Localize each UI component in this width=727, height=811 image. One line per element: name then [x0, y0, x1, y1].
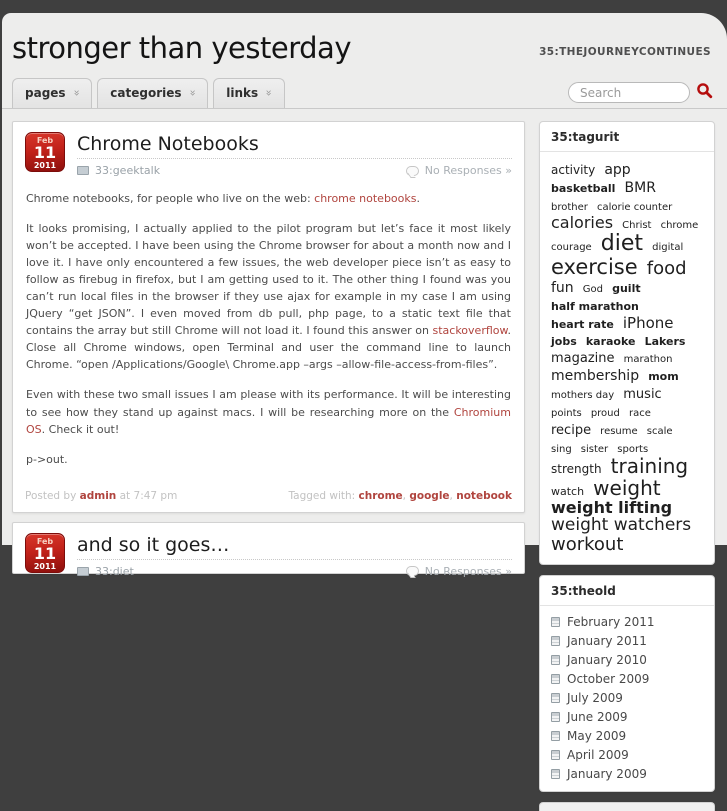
archive-month-link[interactable]: February 2011: [567, 614, 655, 629]
navbar: [2, 78, 727, 109]
archive-month-link[interactable]: May 2009: [567, 728, 627, 743]
archive-month-link[interactable]: January 2010: [567, 652, 647, 667]
category-link[interactable]: [77, 164, 160, 177]
page-card: [2, 13, 727, 781]
cloud-tag[interactable]: half marathon: [551, 300, 639, 314]
responses-label: No Responses »: [424, 164, 512, 177]
nav-tabs: [12, 78, 290, 108]
post-chrome-notebooks: [12, 121, 525, 513]
paragraph-text: p->out.: [26, 452, 68, 466]
cloud-tag[interactable]: God: [582, 284, 603, 296]
archive-item: [551, 707, 703, 726]
folder-icon: [77, 166, 89, 175]
cloud-tag[interactable]: recipe: [551, 423, 592, 439]
responses-link[interactable]: [406, 565, 512, 578]
posted-time: at 7:47 pm: [119, 489, 178, 502]
cloud-tag[interactable]: weight lifting: [551, 498, 673, 518]
nav-tab-categories[interactable]: [97, 78, 208, 108]
cloud-tag[interactable]: calorie counter: [596, 202, 673, 214]
date-badge: [25, 533, 65, 573]
cloud-tag[interactable]: mothers day: [551, 390, 615, 402]
calendar-icon: [551, 617, 560, 627]
site-header: [2, 13, 727, 65]
paragraph-text: It looks promising, I actually applied to the pilot program but let’s face it most likely won’t be accepted. I have been using the Chrome browser for about a month now and I love it. I have only encountered a few issues, the web developer piece isn’t as easy to follow as firebug in firefox, but I am getting used to it. The other thing I found was you can’t run local files in the browser if they use ajax for example in my case I am using JQuery “get JSON”. I even moved from db pull, php page, to a static text file that contains the array but still Chrome will not load it. I found this answer on: [26, 222, 511, 338]
archive-list: [540, 606, 714, 791]
site-title: stronger than yesterday: [12, 31, 351, 65]
next-widget-cutoff: [539, 802, 715, 811]
nav-tab-links[interactable]: [213, 78, 285, 108]
cloud-tag[interactable]: brother: [551, 202, 588, 214]
archive-month-link[interactable]: April 2009: [567, 747, 629, 762]
cloud-tag[interactable]: app: [604, 162, 631, 178]
nav-tab-label: links: [226, 86, 259, 100]
archive-item: [551, 764, 703, 783]
paragraph-text: . Check it out!: [41, 422, 120, 436]
calendar-icon: [551, 674, 560, 684]
search-area: [568, 82, 713, 108]
cloud-tag[interactable]: scale: [646, 426, 673, 438]
archive-widget: [539, 575, 715, 792]
speech-bubble-icon: [406, 566, 419, 576]
date-year: 2011: [33, 561, 57, 571]
cloud-tag[interactable]: sister: [580, 444, 609, 456]
cloud-tag[interactable]: chrome: [660, 220, 699, 232]
archive-item: [551, 688, 703, 707]
cloud-tag[interactable]: calories: [551, 213, 614, 233]
author-link[interactable]: admin: [79, 489, 117, 502]
post-paragraph: [26, 220, 511, 373]
post-tag-link[interactable]: notebook: [456, 489, 512, 502]
archive-item: [551, 650, 703, 669]
cloud-tag[interactable]: fun: [551, 280, 574, 297]
date-day: 11: [33, 543, 57, 563]
nav-tab-label: categories: [110, 86, 182, 100]
post-title[interactable]: and so it goes…: [77, 533, 230, 556]
date-month: Feb: [36, 136, 54, 145]
paragraph-text: . Close all Chrome windows, open Terminal and user the command line to launch Chrome. “open /Applications/Google\ Chrome.app –args –allow-file-access-from-files”.: [26, 324, 511, 372]
cloud-tag[interactable]: sing: [551, 444, 572, 456]
date-year: 2011: [33, 161, 57, 170]
cloud-tag[interactable]: magazine: [551, 351, 615, 367]
post-paragraph: [26, 386, 511, 437]
tag-cloud: [540, 152, 714, 564]
category-label: 33:geektalk: [95, 164, 161, 177]
nav-tab-label: pages: [25, 86, 66, 100]
cloud-tag[interactable]: iPhone: [622, 313, 674, 332]
post-tag-link[interactable]: chrome: [358, 489, 403, 502]
post-body: [26, 190, 511, 468]
inline-link[interactable]: Chromium OS: [26, 405, 511, 436]
post-paragraph: [26, 190, 511, 207]
cloud-tag[interactable]: Christ: [622, 220, 652, 232]
post-and-so-it-goes: [12, 522, 525, 578]
inline-link[interactable]: chrome notebooks: [314, 192, 417, 205]
cloud-tag[interactable]: training: [610, 453, 689, 478]
chevron-down-icon: »: [185, 89, 199, 97]
calendar-icon: [551, 693, 560, 703]
archive-month-link[interactable]: January 2011: [567, 633, 647, 648]
cloud-tag[interactable]: courage: [551, 241, 592, 253]
post-header: [25, 533, 512, 578]
responses-link[interactable]: [406, 164, 512, 177]
cloud-tag[interactable]: membership: [551, 368, 640, 385]
cloud-tag[interactable]: Lakers: [644, 334, 686, 348]
main-column: [12, 121, 525, 578]
content: [2, 109, 727, 811]
date-month: Feb: [36, 536, 54, 546]
cloud-tag[interactable]: weight watchers: [551, 515, 692, 536]
tagged-with: [288, 490, 512, 502]
cloud-tag[interactable]: proud: [590, 408, 620, 420]
search-icon[interactable]: [696, 82, 713, 103]
cloud-tag[interactable]: workout: [551, 533, 624, 555]
paragraph-text: Even with these two small issues I am please with its performance. It will be interesting to see how they stand up against macs. I will be researching more on the: [26, 388, 511, 419]
archive-month-link[interactable]: October 2009: [567, 671, 650, 686]
cloud-tag[interactable]: points: [551, 408, 582, 420]
chevron-down-icon: »: [69, 89, 83, 97]
calendar-icon: [551, 712, 560, 722]
cloud-tag[interactable]: exercise: [551, 254, 638, 279]
paragraph-text: Chrome notebooks, for people who live on the web:: [26, 192, 315, 205]
archive-item: [551, 669, 703, 688]
cloud-tag[interactable]: BMR: [624, 180, 656, 197]
cloud-tag[interactable]: activity: [551, 163, 596, 177]
archive-item: [551, 726, 703, 745]
cloud-tag[interactable]: karaoke: [585, 334, 636, 348]
cloud-tag[interactable]: resume: [600, 426, 638, 438]
paragraph-text: .: [416, 192, 420, 205]
cloud-tag[interactable]: race: [628, 408, 651, 420]
tag-cloud-widget: [539, 121, 715, 565]
tagged-label: Tagged with:: [288, 489, 356, 502]
inline-link[interactable]: stackoverflow: [432, 324, 508, 338]
tag-separator: ,: [402, 489, 410, 502]
calendar-icon: [551, 655, 560, 665]
calendar-icon: [551, 731, 560, 741]
chevron-down-icon: »: [262, 89, 276, 97]
cloud-tag[interactable]: food: [646, 257, 687, 279]
category-label: 33:diet: [95, 564, 134, 578]
tag-separator: ,: [449, 489, 457, 502]
post-tag-link[interactable]: google: [409, 489, 450, 502]
calendar-icon: [551, 636, 560, 646]
cloud-tag[interactable]: digital: [652, 241, 684, 253]
cloud-tag[interactable]: heart rate: [551, 317, 614, 331]
calendar-icon: [551, 769, 560, 779]
archive-month-link[interactable]: June 2009: [567, 709, 628, 724]
date-badge: [25, 132, 65, 172]
cloud-tag[interactable]: music: [623, 387, 662, 403]
archive-item: [551, 612, 703, 631]
cloud-tag[interactable]: diet: [600, 230, 644, 256]
archive-item: [551, 631, 703, 650]
folder-icon: [77, 567, 89, 576]
date-day: 11: [33, 143, 57, 162]
responses-label: No Responses »: [424, 564, 512, 578]
archive-item: [551, 745, 703, 764]
widget-title: 35:tagurit: [540, 122, 714, 152]
cloud-tag[interactable]: basketball: [551, 182, 616, 196]
calendar-icon: [551, 750, 560, 760]
post-meta-row: [77, 159, 512, 177]
post-header: [25, 132, 512, 177]
archive-month-link[interactable]: January 2009: [567, 766, 647, 781]
cloud-tag[interactable]: weight: [593, 475, 661, 500]
site-tagline: 35:THEJOURNEYCONTINUES: [539, 46, 711, 58]
cloud-tag[interactable]: sports: [617, 444, 649, 456]
post-paragraph: [26, 451, 511, 468]
sidebar: [539, 121, 715, 811]
category-link[interactable]: [77, 565, 134, 578]
post-footer: [25, 490, 512, 502]
post-meta-row: [77, 560, 512, 578]
post-title[interactable]: Chrome Notebooks: [77, 133, 259, 155]
cloud-tag[interactable]: guilt: [612, 282, 641, 296]
search-input[interactable]: [568, 82, 690, 103]
cloud-tag[interactable]: jobs: [551, 334, 577, 348]
cloud-tag[interactable]: watch: [551, 484, 585, 498]
cloud-tag[interactable]: mom: [648, 370, 679, 384]
nav-tab-pages[interactable]: [12, 78, 92, 108]
posted-prefix: Posted by: [25, 489, 77, 502]
posted-by: [25, 490, 177, 502]
widget-title: 35:theold: [540, 576, 714, 606]
archive-month-link[interactable]: July 2009: [567, 690, 623, 705]
cloud-tag[interactable]: strength: [551, 461, 602, 476]
speech-bubble-icon: [406, 166, 419, 176]
cloud-tag[interactable]: marathon: [623, 354, 673, 366]
post-tags: [359, 490, 512, 502]
